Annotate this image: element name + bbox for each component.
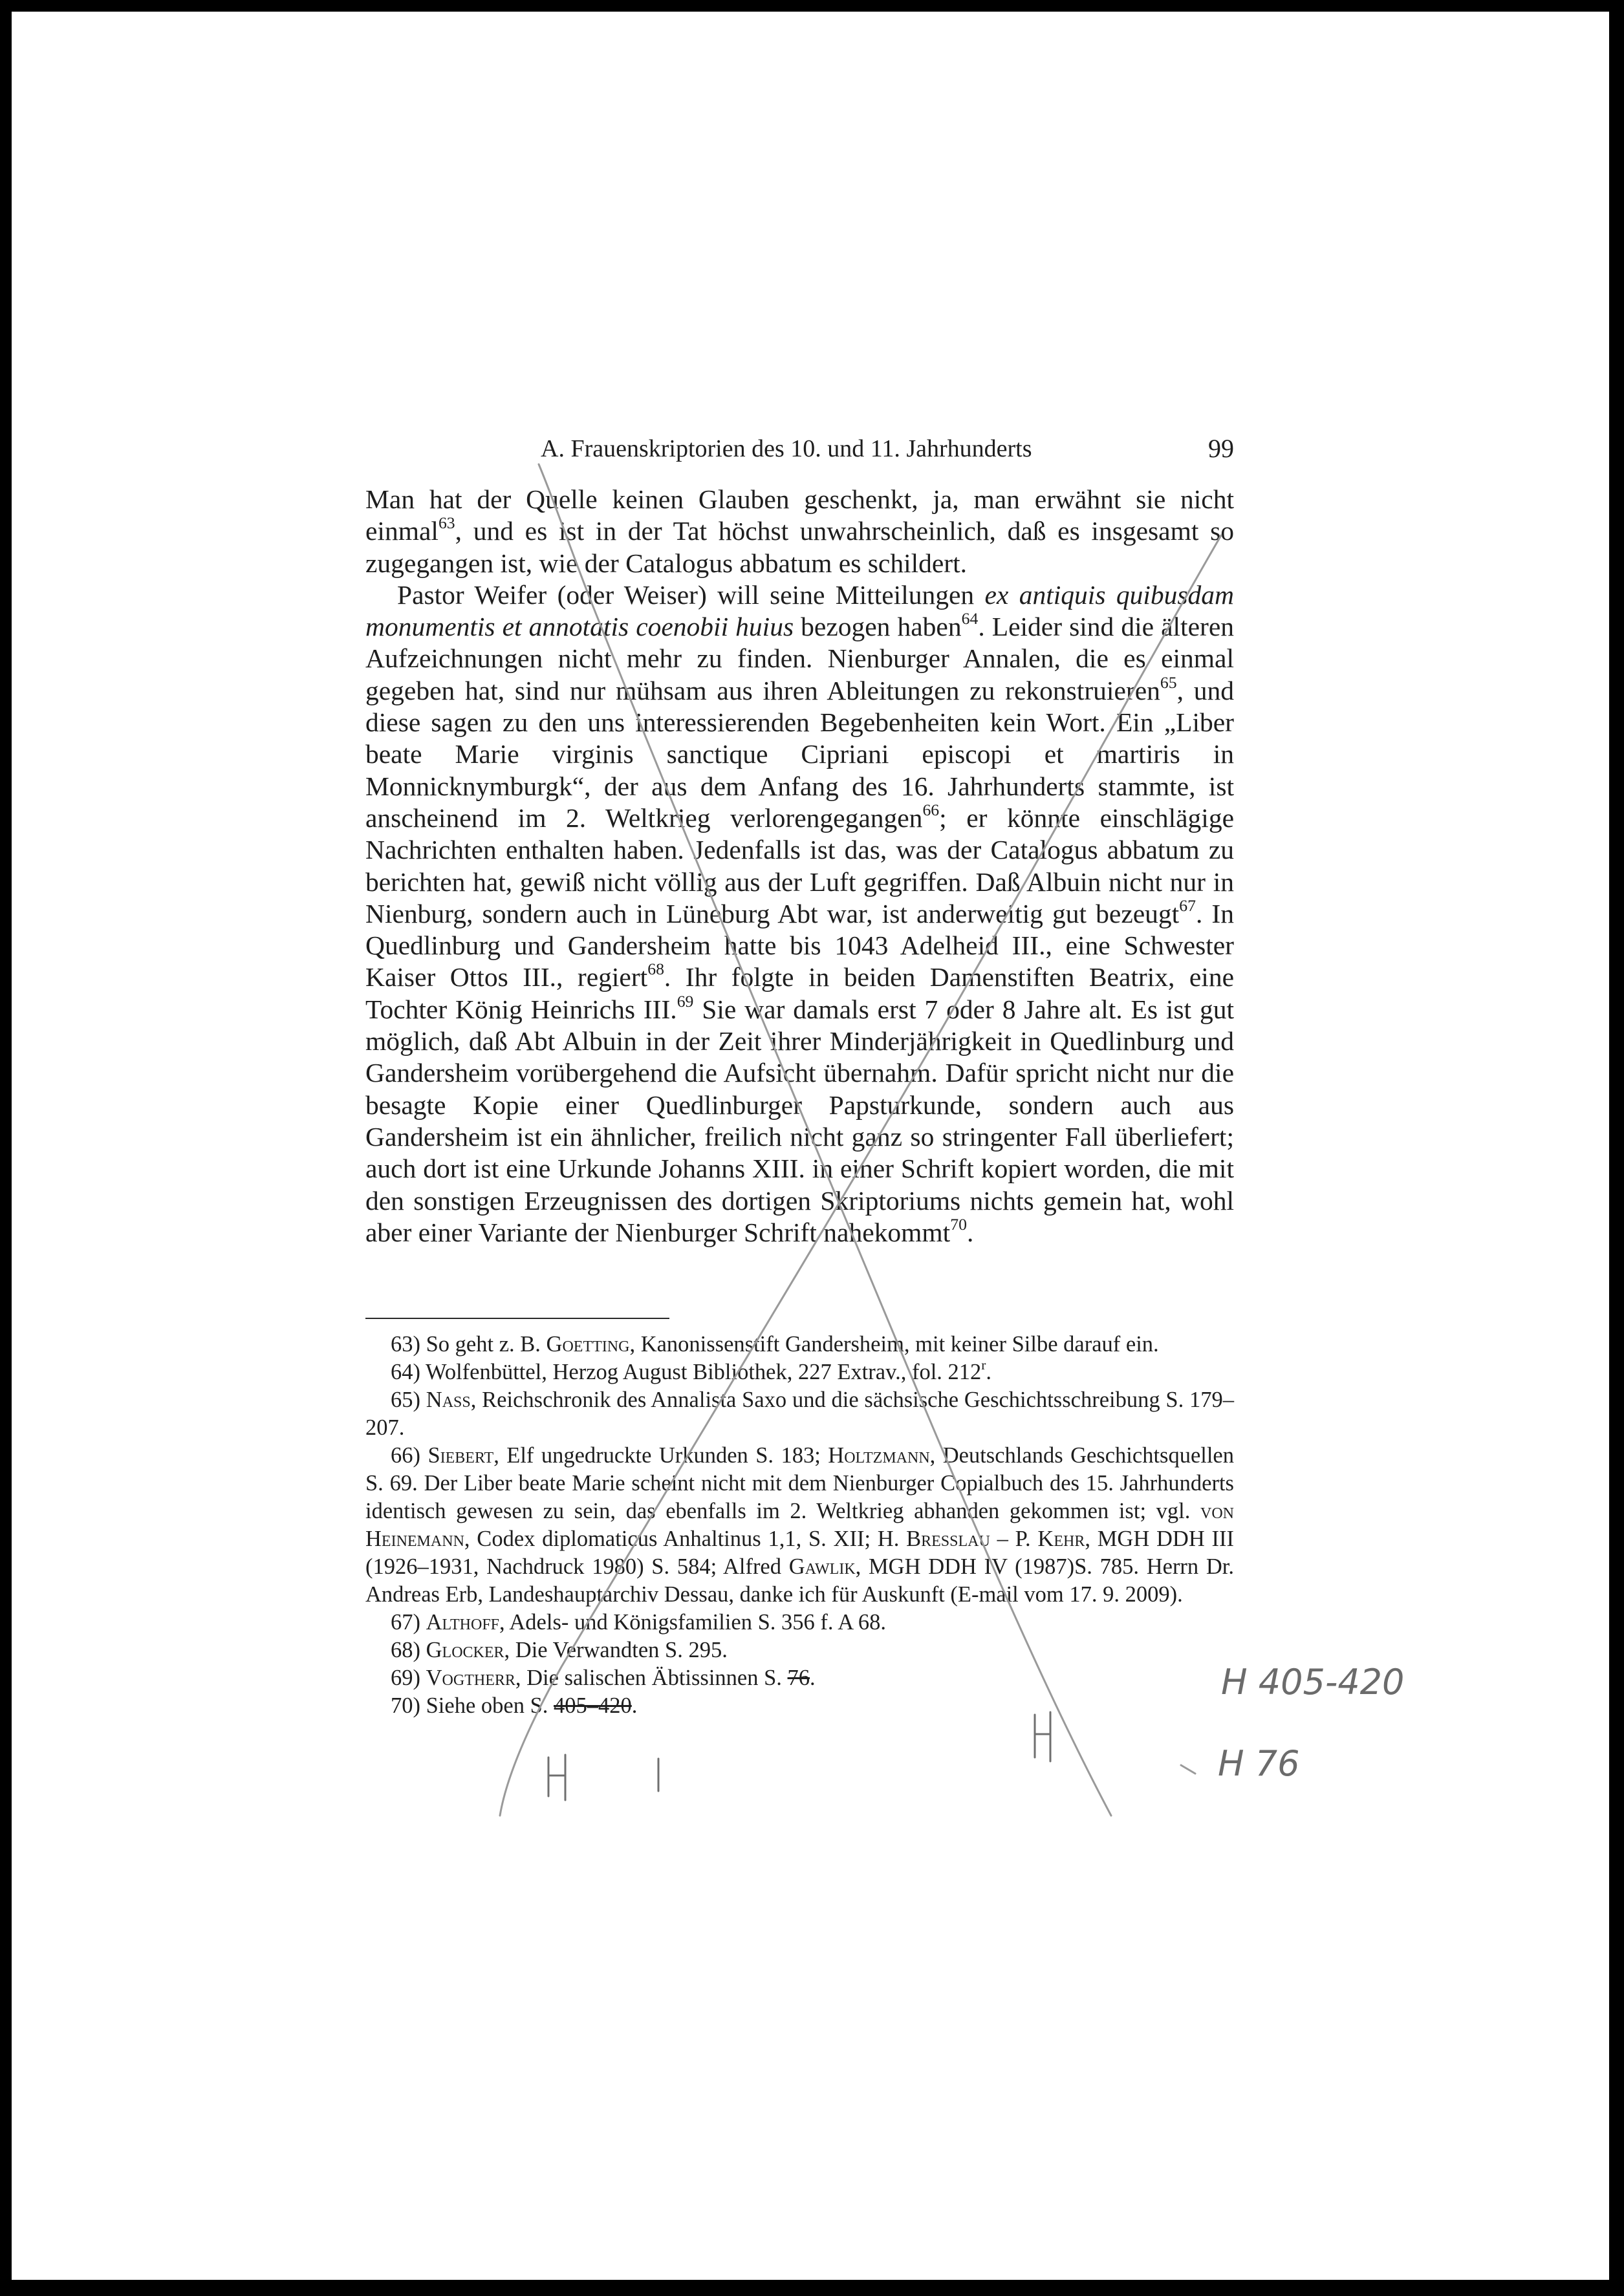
text-run: , Die salischen Äbtissinnen S. <box>515 1666 788 1690</box>
text-run: . In Quedlinburg und Gandersheim hatte bis 1043 Adelheid III., eine Schwester Kaiser Ottos III., regiert <box>365 898 1235 992</box>
footnote-67 <box>365 1609 1234 1636</box>
author-name: Kehr <box>1037 1527 1085 1551</box>
footnote-number: 64) <box>391 1360 420 1384</box>
footnote-ref: 68 <box>647 960 664 979</box>
author-name: Bresslau <box>906 1527 990 1551</box>
footnote-65 <box>365 1386 1234 1442</box>
latin-quote: ex antiquis quibusdam monumentis et annotatis coenobii huius <box>365 579 1234 642</box>
text-run: , Reichschronik des Annalista Saxo und die sächsische Geschichtsschreibung S. 179–207. <box>365 1388 1234 1440</box>
margin-note: H 76 <box>1218 1743 1300 1784</box>
footnote-number: 66) <box>391 1443 420 1468</box>
text-run: , Kanonissenstift Gandersheim, mit keiner Silbe darauf ein. <box>629 1332 1159 1357</box>
footnote-ref: 70 <box>950 1214 967 1234</box>
paragraph <box>365 484 1234 579</box>
footnote-70 <box>365 1692 1234 1720</box>
text-run: Siehe oben S. <box>426 1693 554 1718</box>
footnote-ref: 67 <box>1179 896 1196 915</box>
text-run: . <box>966 1217 974 1247</box>
text-run: Man hat der Quelle keinen Glauben geschenkt, ja, man erwähnt sie nicht einmal <box>365 484 1234 546</box>
text-run: , Codex diplomaticus Anhaltinus 1,1, S. XII; H. <box>464 1527 907 1551</box>
text-run: ; er könnte einschlägige Nachrichten enthalten haben. Jedenfalls ist das, was der Catalogus abbatum zu berichten hat, gewiß nicht völlig aus der Luft gegriffen. Daß Albuin nicht nur in Nienburg, sondern auch in Lüneburg Abt war, ist anderweitig gut bezeugt <box>365 802 1234 928</box>
footnote-63 <box>365 1331 1234 1358</box>
insertion-mark <box>548 1755 658 1800</box>
text-run: bezogen haben <box>794 612 962 642</box>
text-run: . <box>810 1666 816 1690</box>
author-name: von Heinemann <box>365 1499 1234 1551</box>
footnote-ref: 69 <box>677 991 694 1011</box>
author-name: Gawlik <box>788 1554 856 1579</box>
text-run: , MGH DDH IV (1987)S. 785. Herrn Dr. Andreas Erb, Landeshauptarchiv Dessau, danke ich für Auskunft (E-mail vom 17. 9. 2009). <box>365 1554 1234 1607</box>
struck-page-ref: 76 <box>787 1666 810 1690</box>
footnote-number: 70) <box>391 1693 420 1718</box>
text-run: , Die Verwandten S. 295. <box>504 1638 728 1662</box>
text-run: . Leider sind die älteren Aufzeichnungen nicht mehr zu finden. Nienburger Annalen, die es einmal gegeben hat, sind nur mühsam aus ihren Ableitungen zu rekonstruieren <box>365 612 1235 705</box>
author-name: Vogtherr <box>426 1666 515 1690</box>
author-name: Siebert <box>428 1443 494 1468</box>
text-run: . Ihr folgte in beiden Damenstiften Beatrix, eine Tochter König Heinrichs III. <box>365 962 1234 1024</box>
text-run: Sie war damals erst 7 oder 8 Jahre alt. Es ist gut möglich, daß Abt Albuin in der Zeit ihrer Minderjährigkeit in Quedlinburg und Gandersheim vorübergehend die Aufsicht übernahm. Dafür spricht nicht nur die besagte Kopie einer Quedlinburger Papsturkunde, sondern auch aus Gandersheim ist ein ähnlicher, freilich nicht ganz so stringenter Fall überliefert; auch dort ist eine Urkunde Johanns XIII. in einer Schrift kopiert worden, die mit den sonstigen Erzeugnissen des dortigen Skriptoriums nichts gemein hat, wohl aber einer Variante der Nienburger Schrift nahekommt <box>365 994 1234 1247</box>
text-run: Pastor Weifer (oder Weiser) will seine Mitteilungen <box>397 579 985 610</box>
footnote-number: 69) <box>391 1666 420 1690</box>
pencil-line <box>1181 1765 1195 1774</box>
main-text <box>365 484 1234 1249</box>
footnote-number: 67) <box>391 1610 420 1635</box>
footnote-separator <box>365 1318 669 1319</box>
text-run: , Adels- und Königsfamilien S. 356 f. A 68. <box>499 1610 887 1635</box>
text-run: – P. <box>990 1527 1038 1551</box>
text-run: Wolfenbüttel, Herzog August Bibliothek, 227 Extrav., fol. 212 <box>426 1360 982 1384</box>
footnote-ref: 66 <box>922 800 940 819</box>
superscript: r <box>981 1357 986 1373</box>
footnotes <box>365 1331 1234 1720</box>
text-run: , Elf ungedruckte Urkunden S. 183; <box>493 1443 828 1468</box>
footnote-ref: 64 <box>961 609 979 628</box>
author-name: Goetting <box>546 1332 630 1357</box>
footnote-number: 63) <box>391 1332 420 1357</box>
footnote-ref: 65 <box>1160 672 1177 692</box>
footnote-66 <box>365 1442 1234 1609</box>
text-run: . <box>631 1693 638 1718</box>
footnote-ref: 63 <box>438 513 455 533</box>
text-run: , Deutschlands Geschichtsquellen S. 69. Der Liber beate Marie scheint nicht mit dem Nienburger Copialbuch des 15. Jahrhunderts identisch gewesen zu sein, das ebenfalls im 2. Weltkrieg abhanden gekommen ist; vgl. <box>365 1443 1234 1523</box>
struck-page-ref: 405–420 <box>554 1693 632 1718</box>
paragraph <box>365 579 1234 1249</box>
text-run: , und es ist in der Tat höchst unwahrscheinlich, daß es insgesamt so zugegangen ist, wie der Catalogus abbatum es schildert. <box>365 516 1234 578</box>
document-page <box>12 12 1609 2280</box>
text-run: . <box>986 1360 992 1384</box>
footnote-number: 65) <box>391 1388 420 1412</box>
footnote-64 <box>365 1358 1234 1386</box>
author-name: Holtzmann <box>828 1443 930 1468</box>
author-name: Nass <box>426 1388 471 1412</box>
running-title: A. Frauenskriptorien des 10. und 11. Jahrhunderts <box>541 435 1032 462</box>
page-number: 99 <box>1208 434 1234 463</box>
text-run: , MGH DDH III (1926–1931, Nachdruck 1980) S. 584; Alfred <box>365 1527 1234 1579</box>
author-name: Glocker <box>426 1638 504 1662</box>
footnote-69 <box>365 1664 1234 1692</box>
author-name: Althoff <box>426 1610 500 1635</box>
footnote-68 <box>365 1636 1234 1664</box>
footnote-number: 68) <box>391 1638 420 1662</box>
margin-note: H 405-420 <box>1221 1662 1405 1702</box>
text-run: So geht z. B. <box>426 1332 547 1357</box>
text-run: , und diese sagen zu den uns interessierenden Begebenheiten kein Wort. Ein „Liber beate Marie virginis sanctique Cipriani episcopi et martiris in Monnicknymburgk“, der aus dem Anfang des 16. Jahrhunderts stammte, ist anscheinend im 2. Weltkrieg verlorengegangen <box>365 675 1235 833</box>
